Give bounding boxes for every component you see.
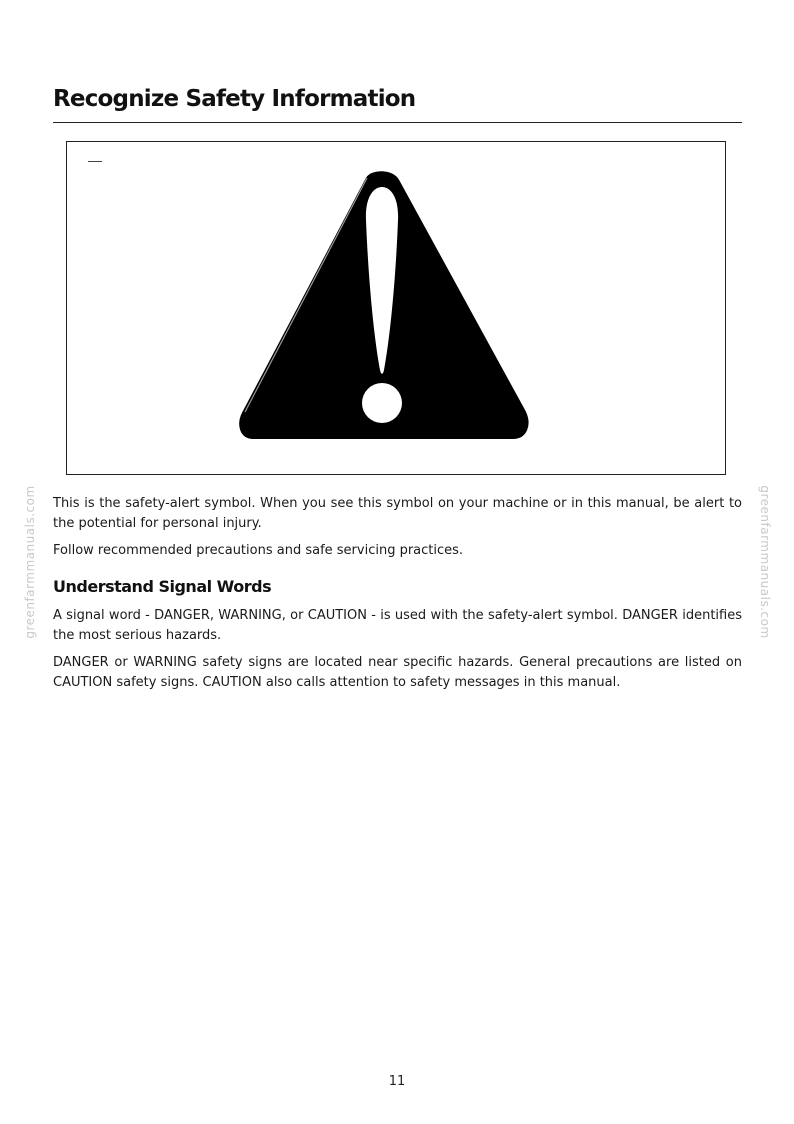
section-heading: Understand Signal Words xyxy=(53,577,272,596)
page-title: Recognize Safety Information xyxy=(53,86,416,112)
title-divider xyxy=(53,122,742,123)
safety-alert-description: This is the safety-alert symbol. When you see this symbol on your machine or in this manual, be alert to the potential for personal injury. xyxy=(53,496,742,531)
page-number: 11 xyxy=(388,1074,406,1089)
watermark-right: greenfarmmanuals.com xyxy=(758,485,772,639)
safety-alert-icon xyxy=(67,142,727,476)
watermark-left: greenfarmmanuals.com xyxy=(23,485,37,639)
safety-signs-paragraph: DANGER or WARNING safety signs are located near specific hazards. General precautions are listed on CAUTION safety signs. CAUTION also calls attention to safety messages in this manual. xyxy=(53,655,742,690)
precautions-paragraph: Follow recommended precautions and safe servicing practices. xyxy=(53,543,464,558)
safety-alert-figure xyxy=(66,141,726,475)
signal-word-paragraph: A signal word - DANGER, WARNING, or CAUTION - is used with the safety-alert symbol. DANGER identifies the most serious hazards. xyxy=(53,608,742,643)
